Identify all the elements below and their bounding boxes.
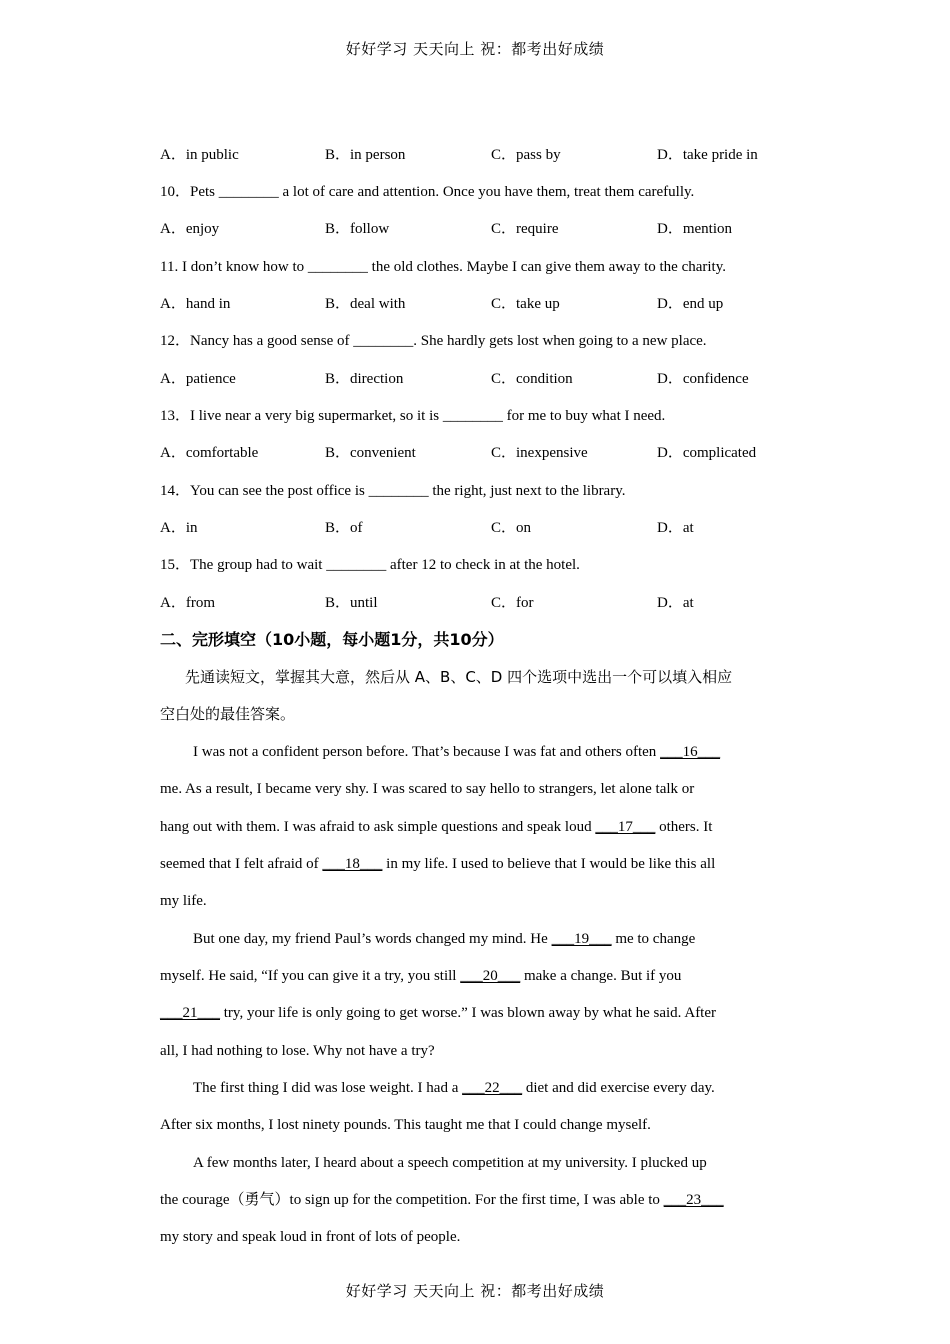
q15-option-b: B．until bbox=[325, 595, 378, 611]
section2-instruction-line1: 先通读短文，掌握其大意，然后从 A、B、C、D 四个选项中选出一个可以填入相应 bbox=[185, 668, 733, 686]
q11-option-a: A．hand in bbox=[160, 296, 231, 312]
q10-option-d: D．mention bbox=[657, 221, 732, 237]
blank-20: ___20___ bbox=[460, 968, 521, 984]
passage-text: The first thing I did was lose weight. I had a bbox=[193, 1080, 463, 1096]
q13-option-c: C．inexpensive bbox=[491, 445, 588, 461]
q15-option-a: A．from bbox=[160, 595, 215, 611]
q10-stem: 10．Pets ________ a lot of care and attention. Once you have them, treat them carefully. bbox=[160, 184, 695, 200]
page-header: 好好学习 天天向上 祝：都考出好成绩 bbox=[345, 40, 605, 58]
passage-text: the courage（勇气）to sign up for the competition. For the first time, I was able to bbox=[160, 1192, 664, 1208]
blank-16: ___16___ bbox=[660, 744, 721, 760]
q13-option-a: A．comfortable bbox=[160, 445, 259, 461]
page-footer: 好好学习 天天向上 祝：都考出好成绩 bbox=[345, 1282, 605, 1300]
q11-option-d: D．end up bbox=[657, 296, 724, 312]
passage-p3-line1 bbox=[193, 1078, 715, 1098]
q13-stem: 13．I live near a very big supermarket, so it is ________ for me to buy what I need. bbox=[160, 408, 666, 424]
q9-option-c: C．pass by bbox=[491, 147, 561, 163]
q14-option-b: B．of bbox=[325, 520, 363, 536]
q15-option-d: D．at bbox=[657, 595, 694, 611]
blank-22: ___22___ bbox=[462, 1080, 523, 1096]
q13-option-d: D．complicated bbox=[657, 445, 757, 461]
q9-options bbox=[160, 145, 800, 165]
q11-stem: 11. I don’t know how to ________ the old clothes. Maybe I can give them away to the charity. bbox=[160, 259, 726, 275]
blank-17: ___17___ bbox=[595, 819, 656, 835]
passage-p1-line4 bbox=[160, 854, 715, 874]
passage-text: myself. He said, “If you can give it a try, you still bbox=[160, 968, 461, 984]
q11-option-b: B．deal with bbox=[325, 296, 406, 312]
passage-p1-line1 bbox=[193, 742, 720, 762]
q12-stem: 12．Nancy has a good sense of ________. She hardly gets lost when going to a new place. bbox=[160, 333, 707, 349]
blank-23: ___23___ bbox=[663, 1192, 724, 1208]
passage-text: hang out with them. I was afraid to ask simple questions and speak loud bbox=[160, 819, 596, 835]
q14-option-c: C．on bbox=[491, 520, 532, 536]
passage-p4-line3: my story and speak loud in front of lots of people. bbox=[160, 1229, 461, 1245]
q13-options bbox=[160, 443, 800, 463]
passage-text: diet and did exercise every day. bbox=[522, 1080, 715, 1096]
passage-p3-line2: After six months, I lost ninety pounds. This taught me that I could change myself. bbox=[160, 1117, 651, 1133]
passage-p2-line3 bbox=[160, 1003, 716, 1023]
q13-option-b: B．convenient bbox=[325, 445, 416, 461]
q12-option-c: C．condition bbox=[491, 371, 573, 387]
blank-18: ___18___ bbox=[322, 856, 383, 872]
passage-text: But one day, my friend Paul’s words changed my mind. He bbox=[193, 931, 552, 947]
q10-option-c: C．require bbox=[491, 221, 559, 237]
q12-options bbox=[160, 369, 800, 389]
passage-text: in my life. I used to believe that I would be like this all bbox=[382, 856, 716, 872]
q14-option-d: D．at bbox=[657, 520, 694, 536]
passage-p1-line3 bbox=[160, 817, 712, 837]
blank-19: ___19___ bbox=[551, 931, 612, 947]
q11-options bbox=[160, 294, 800, 314]
q10-option-a: A．enjoy bbox=[160, 221, 220, 237]
passage-text: seemed that I felt afraid of bbox=[160, 856, 323, 872]
passage-p2-line1 bbox=[193, 929, 695, 949]
passage-text: I was not a confident person before. That’s because I was fat and others often bbox=[193, 744, 661, 760]
q15-option-c: C．for bbox=[491, 595, 534, 611]
q10-option-b: B．follow bbox=[325, 221, 390, 237]
passage-text: make a change. But if you bbox=[520, 968, 682, 984]
blank-21: ___21___ bbox=[160, 1005, 220, 1021]
q9-option-a: A．in public bbox=[160, 147, 239, 163]
passage-text: others. It bbox=[655, 819, 713, 835]
q9-option-b: B．in person bbox=[325, 147, 406, 163]
q12-option-a: A．patience bbox=[160, 371, 236, 387]
passage-text: try, your life is only going to get worse.” I was blown away by what he said. After bbox=[220, 1005, 717, 1021]
passage-p4-line1: A few months later, I heard about a speech competition at my university. I plucked up bbox=[193, 1155, 707, 1171]
passage-p2-line2 bbox=[160, 966, 681, 986]
q10-options bbox=[160, 219, 800, 239]
q15-stem: 15．The group had to wait ________ after 12 to check in at the hotel. bbox=[160, 557, 580, 573]
q11-option-c: C．take up bbox=[491, 296, 560, 312]
passage-p1-line2: me. As a result, I became very shy. I was scared to say hello to strangers, let alone talk or bbox=[160, 781, 695, 797]
q15-options bbox=[160, 593, 800, 613]
q14-option-a: A．in bbox=[160, 520, 198, 536]
q12-option-d: D．confidence bbox=[657, 371, 749, 387]
section2-instruction-line2: 空白处的最佳答案。 bbox=[160, 705, 296, 723]
passage-text: me to change bbox=[611, 931, 696, 947]
q14-stem: 14．You can see the post office is ________ the right, just next to the library. bbox=[160, 483, 626, 499]
q12-option-b: B．direction bbox=[325, 371, 404, 387]
passage-p2-line4: all, I had nothing to lose. Why not have a try? bbox=[160, 1043, 435, 1059]
section2-title: 二、完形填空（10小题，每小题1分，共10分） bbox=[160, 630, 504, 649]
q9-option-d: D．take pride in bbox=[657, 147, 758, 163]
passage-p1-line5: my life. bbox=[160, 893, 207, 909]
q14-options bbox=[160, 518, 800, 538]
passage-p4-line2 bbox=[160, 1190, 724, 1210]
